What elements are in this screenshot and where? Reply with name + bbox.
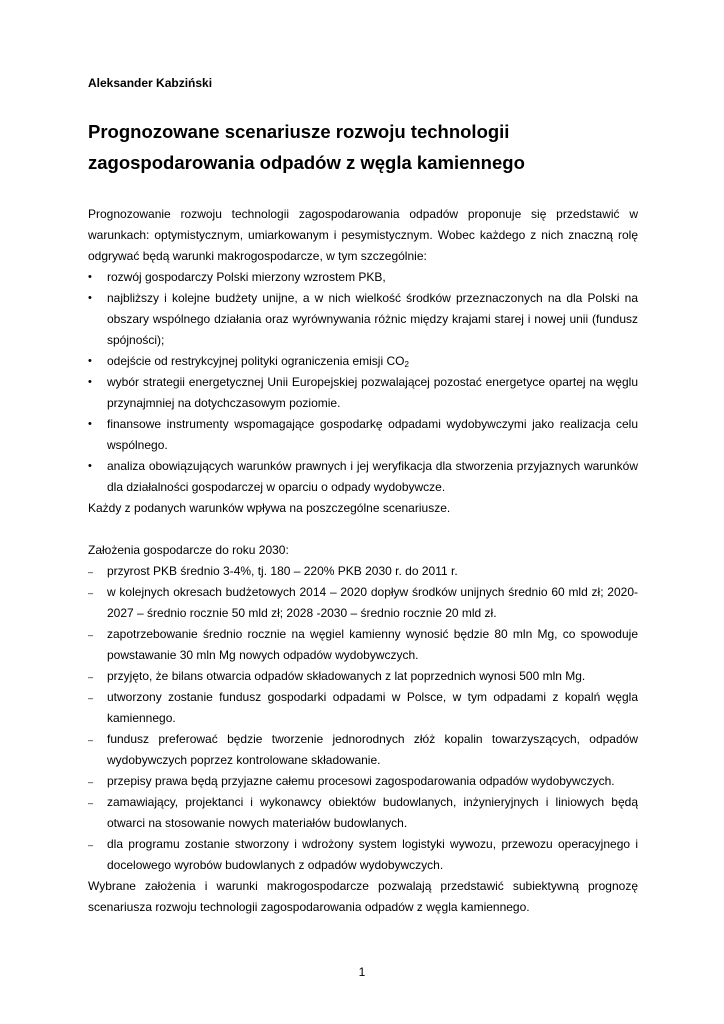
dash-marker: – — [88, 630, 94, 640]
list-item: – w kolejnych okresach budżetowych 2014 – 2020 dopływ środków unijnych średnio 60 mld zł; 2020-2027 – średnio rocznie 50 mld zł; 2028 -2030 – średnio rocznie 20 mld zł. — [88, 585, 638, 620]
dash-marker: – — [88, 567, 94, 577]
spacer — [88, 519, 638, 540]
bullet-marker: • — [88, 376, 92, 388]
list-item: • rozwój gospodarczy Polski mierzony wzrostem PKB, — [88, 267, 638, 288]
conclusion-paragraph: Wybrane założenia i warunki makrogospodarcze pozwalają przedstawić subiektywną prognozę scenariusza rozwoju technologii zagospodarowania odpadów z węgla kamiennego. — [88, 879, 638, 914]
list-item: – przyrost PKB średnio 3-4%, tj. 180 – 220% PKB 2030 r. do 2011 r. — [88, 561, 638, 582]
dash-marker: – — [88, 777, 94, 787]
list-item: • wybór strategii energetycznej Unii Europejskiej pozwalającej pozostać energetyce opartej na węglu przynajmniej na dotychczasowym poziomie. — [88, 372, 638, 414]
document-body — [88, 204, 638, 918]
intro-paragraph: Prognozowanie rozwoju technologii zagospodarowania odpadów proponuje się przedstawić w warunkach: optymistycznym, umiarkowanym i pesymistycznym. Wobec każdego z nich znaczną rolę odgrywać będą warunki makrogospodarcze, w tym szczególnie: — [88, 207, 638, 263]
list-item: • najbliższy i kolejne budżety unijne, a w nich wielkość środków przeznaczonych na dla Polski na obszary wspólnego działania oraz wyrównywania różnic między krajami starej i nowej unii (fundusz spójności); — [88, 288, 638, 351]
list-item: • odejście od restrykcyjnej polityki ograniczenia emisji $CO_2$ — [88, 351, 638, 372]
document-title: Prognozowane scenariusze rozwoju technologii zagospodarowania odpadów z węgla kamiennego — [88, 121, 525, 173]
dash-marker: – — [88, 798, 94, 808]
list-item: • finansowe instrumenty wspomagające gospodarkę odpadami wydobywczymi jako realizacja celu wspólnego. — [88, 414, 638, 456]
co2-subscript: 2 — [404, 360, 409, 369]
list-item: – przepisy prawa będą przyjazne całemu procesowi zagospodarowania odpadów wydobywczych. — [88, 771, 638, 792]
dash-marker: – — [88, 672, 94, 682]
bullet-marker: • — [88, 418, 92, 430]
bullet-marker: • — [88, 292, 92, 304]
author-name: Aleksander Kabziński — [88, 76, 213, 90]
bullet-marker: • — [88, 271, 92, 283]
bullet-marker: • — [88, 460, 92, 472]
list-item: – utworzony zostanie fundusz gospodarki odpadami w Polsce, w tym odpadami z kopalń węgla kamiennego. — [88, 690, 638, 725]
dash-marker: – — [88, 588, 94, 598]
list-item: – fundusz preferować będzie tworzenie jednorodnych złóż kopalin towarzyszących, odpadów wydobywczych poprzez kontrolowane składowanie. — [88, 732, 638, 767]
list-item: • analiza obowiązujących warunków prawnych i jej weryfikacja dla stworzenia przyjaznych warunków dla działalności gospodarczej w oparciu o odpady wydobywcze. — [88, 456, 638, 498]
assumptions-list — [88, 561, 638, 876]
list-item: – zamawiający, projektanci i wykonawcy obiektów budowlanych, inżynieryjnych i liniowych będą otwarci na stosowanie nowych materiałów budowlanych. — [88, 795, 638, 830]
list-item: – zapotrzebowanie średnio rocznie na węgiel kamienny wynosić będzie 80 mln Mg, co spowoduje powstawanie 30 mln Mg nowych odpadów wydobywczych. — [88, 627, 638, 662]
dash-marker: – — [88, 840, 94, 850]
assumptions-heading: Założenia gospodarcze do roku 2030: — [88, 543, 289, 557]
dash-marker: – — [88, 735, 94, 745]
conditions-summary: Każdy z podanych warunków wpływa na poszczególne scenariusze. — [88, 501, 451, 515]
bullet-marker: • — [88, 355, 92, 367]
conditions-list — [88, 267, 638, 498]
list-item: – przyjęto, że bilans otwarcia odpadów składowanych z lat poprzednich wynosi 500 mln Mg. — [88, 666, 638, 687]
list-item: – dla programu zostanie stworzony i wdrożony system logistyki wywozu, przewozu operacyjnego i docelowego wyrobów budowlanych z odpadów wydobywczych. — [88, 837, 638, 872]
dash-marker: – — [88, 693, 94, 703]
page-number: 1 — [358, 965, 366, 979]
